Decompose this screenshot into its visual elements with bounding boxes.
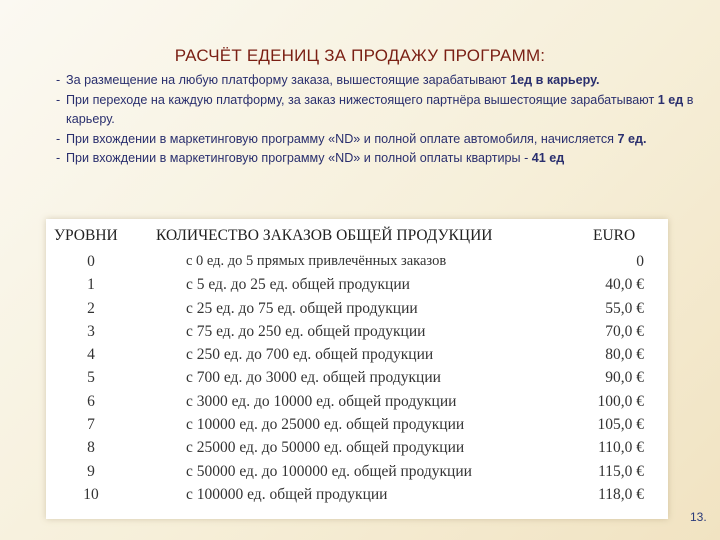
row-level: 2 xyxy=(87,299,95,317)
row-euro: 40,0 € xyxy=(605,276,644,294)
row-euro: 110,0 € xyxy=(598,439,644,457)
bullet-highlight: 7 ед. xyxy=(617,131,647,146)
row-description: с 10000 ед. до 25000 ед. общей продукции xyxy=(186,416,465,434)
row-level: 9 xyxy=(87,462,95,480)
row-euro: 55,0 € xyxy=(605,299,644,317)
table-row xyxy=(46,414,668,437)
row-level: 8 xyxy=(87,439,95,457)
row-euro: 0 xyxy=(636,253,644,270)
row-level: 3 xyxy=(87,322,95,340)
table-row xyxy=(46,391,668,414)
table-row xyxy=(46,298,668,321)
row-euro: 70,0 € xyxy=(605,322,644,340)
table-row xyxy=(46,367,668,390)
row-level: 1 xyxy=(87,276,95,294)
row-euro: 90,0 € xyxy=(605,369,644,387)
table-row xyxy=(46,251,668,274)
row-euro: 80,0 € xyxy=(605,346,644,364)
levels-table xyxy=(46,219,668,519)
table-row xyxy=(46,437,668,460)
header-quantity: КОЛИЧЕСТВО ЗАКАЗОВ ОБЩЕЙ ПРОДУКЦИИ xyxy=(156,227,493,244)
bullet-item xyxy=(56,149,706,169)
page-title: РАСЧЁТ ЕДЕНИЦ ЗА ПРОДАЖУ ПРОГРАММ: xyxy=(174,46,546,65)
row-euro: 118,0 € xyxy=(598,485,644,503)
bullet-highlight: 1ед в карьеру. xyxy=(510,73,600,87)
bullet-text: За размещение на любую платформу заказа, вышестоящие зарабатывают xyxy=(66,73,511,87)
bullet-text: При вхождении в маркетинговую программу «ND» и полной оплаты квартиры - xyxy=(66,151,532,165)
header-euro: EURO xyxy=(593,227,636,244)
header-levels: УРОВНИ xyxy=(54,227,118,244)
row-description: с 3000 ед. до 10000 ед. общей продукции xyxy=(186,392,457,410)
row-description: с 25000 ед. до 50000 ед. общей продукции xyxy=(186,439,465,457)
bullet-dash: - xyxy=(56,131,61,146)
bullet-list xyxy=(56,71,706,169)
row-level: 7 xyxy=(87,416,95,434)
row-description: с 100000 ед. общей продукции xyxy=(186,485,388,503)
row-description: с 5 ед. до 25 ед. общей продукции xyxy=(186,276,410,294)
row-level: 6 xyxy=(87,392,95,410)
row-level: 5 xyxy=(87,369,95,387)
bullet-highlight: 41 ед xyxy=(531,151,565,165)
bullet-highlight: 1 ед xyxy=(657,92,684,107)
bullet-dash: - xyxy=(56,151,61,165)
row-euro: 105,0 € xyxy=(597,416,644,434)
bullet-item xyxy=(56,91,706,130)
table-body xyxy=(46,251,668,507)
row-description: с 700 ед. до 3000 ед. общей продукции xyxy=(186,369,441,387)
row-euro: 115,0 € xyxy=(598,462,644,480)
bullet-text: При переходе на каждую платформу, за заказ нижестоящего партнёра вышестоящие зарабатывают xyxy=(66,92,658,107)
row-description: с 50000 ед. до 100000 ед. общей продукции xyxy=(186,462,472,480)
bullet-dash: - xyxy=(56,92,61,107)
table-row xyxy=(46,321,668,344)
row-description: с 250 ед. до 700 ед. общей продукции xyxy=(186,346,434,364)
row-level: 0 xyxy=(87,253,95,270)
row-description: с 75 ед. до 250 ед. общей продукции xyxy=(186,322,426,340)
row-description: с 0 ед. до 5 прямых привлечённых заказов xyxy=(186,253,447,269)
row-description: с 25 ед. до 75 ед. общей продукции xyxy=(186,299,418,317)
bullet-item xyxy=(56,71,706,91)
bullet-item xyxy=(56,130,706,150)
table-row xyxy=(46,344,668,367)
table-row xyxy=(46,484,668,507)
bullet-text: При вхождении в маркетинговую программу «ND» и полной оплате автомобиля, начисляется xyxy=(66,131,618,146)
row-level: 10 xyxy=(83,485,99,503)
table-row xyxy=(46,274,668,297)
row-euro: 100,0 € xyxy=(597,392,644,410)
bullet-tail: в карьеру. xyxy=(66,92,694,126)
bullet-dash: - xyxy=(56,73,61,87)
table-row xyxy=(46,461,668,484)
page-number: 13. xyxy=(690,510,707,524)
row-level: 4 xyxy=(87,346,95,364)
